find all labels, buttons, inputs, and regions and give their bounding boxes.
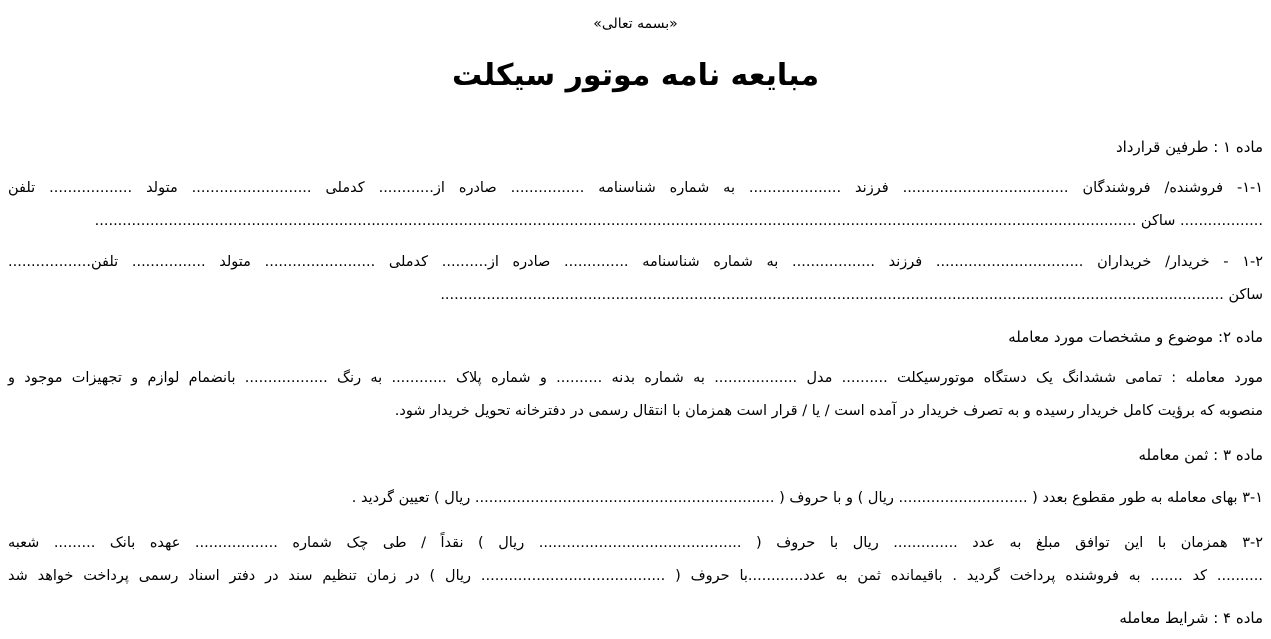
article-4-heading: ماده ۴ : شرایط معامله: [1119, 609, 1263, 627]
price-line: ۳-۱ بهای معامله به طور مقطوع بعدد ( ............................ ریال ) و با حروف ( ................................................................. ریال ) تعیین گردید .: [351, 490, 1263, 506]
article-2-heading: ماده ۲: موضوع و مشخصات مورد معامله: [1008, 328, 1263, 346]
bismillah: «بسمه تعالی»: [593, 16, 678, 32]
subject-line-2: منصوبه که برؤیت کامل خریدار رسیده و به تصرف خریدار در آمده است / یا / قرار است همزمان با انتقال رسمی در دفترخانه تحویل خریدار شود.: [394, 403, 1263, 419]
payment-line-2: .......... کد ....... به فروشنده پرداخت گردید . باقیمانده ثمن به عدد............با حروف ( ........................................ ریال ) در زمان تنظیم سند در دفتر اسناد رسمی پرداخت خواهد شد: [8, 568, 1263, 584]
seller-line-2: .................. ساکن ..................................................................................................................................................................................................................................: [94, 213, 1263, 229]
article-1-heading: ماده ۱ : طرفین قرارداد: [1115, 138, 1263, 156]
subject-line-1: مورد معامله : تمامی ششدانگ یک دستگاه موتورسیکلت .......... مدل .................. به شماره بدنه .......... و شماره پلاک ............ به رنگ .................. بانضمام لوازم و تجهیزات موجود و: [8, 370, 1263, 386]
article-3-heading: ماده ۳ : ثمن معامله: [1138, 446, 1263, 464]
buyer-line-2: ساکن ..........................................................................................................................................................................: [440, 287, 1263, 303]
payment-line-1: ۳-۲ همزمان با این توافق مبلغ به عدد .............. ریال با حروف ( ............................................ ریال ) نقداً / طی چک شماره .................. عهده بانک ......... شعبه: [8, 535, 1263, 551]
seller-line-1: ۱-۱- فروشنده/ فروشندگان .................................... فرزند .................... به شماره شناسنامه ................ صادره از............ کدملی .......................... متولد .................. تلفن: [8, 180, 1263, 196]
buyer-line-1: ۱-۲ - خریدار/ خریداران ................................ فرزند .................. به شماره شناسنامه .............. صادره از.......... کدملی ........................ متولد ................ تلفن..................: [8, 254, 1263, 270]
document-title: مبایعه نامه موتور سیکلت: [451, 58, 820, 93]
